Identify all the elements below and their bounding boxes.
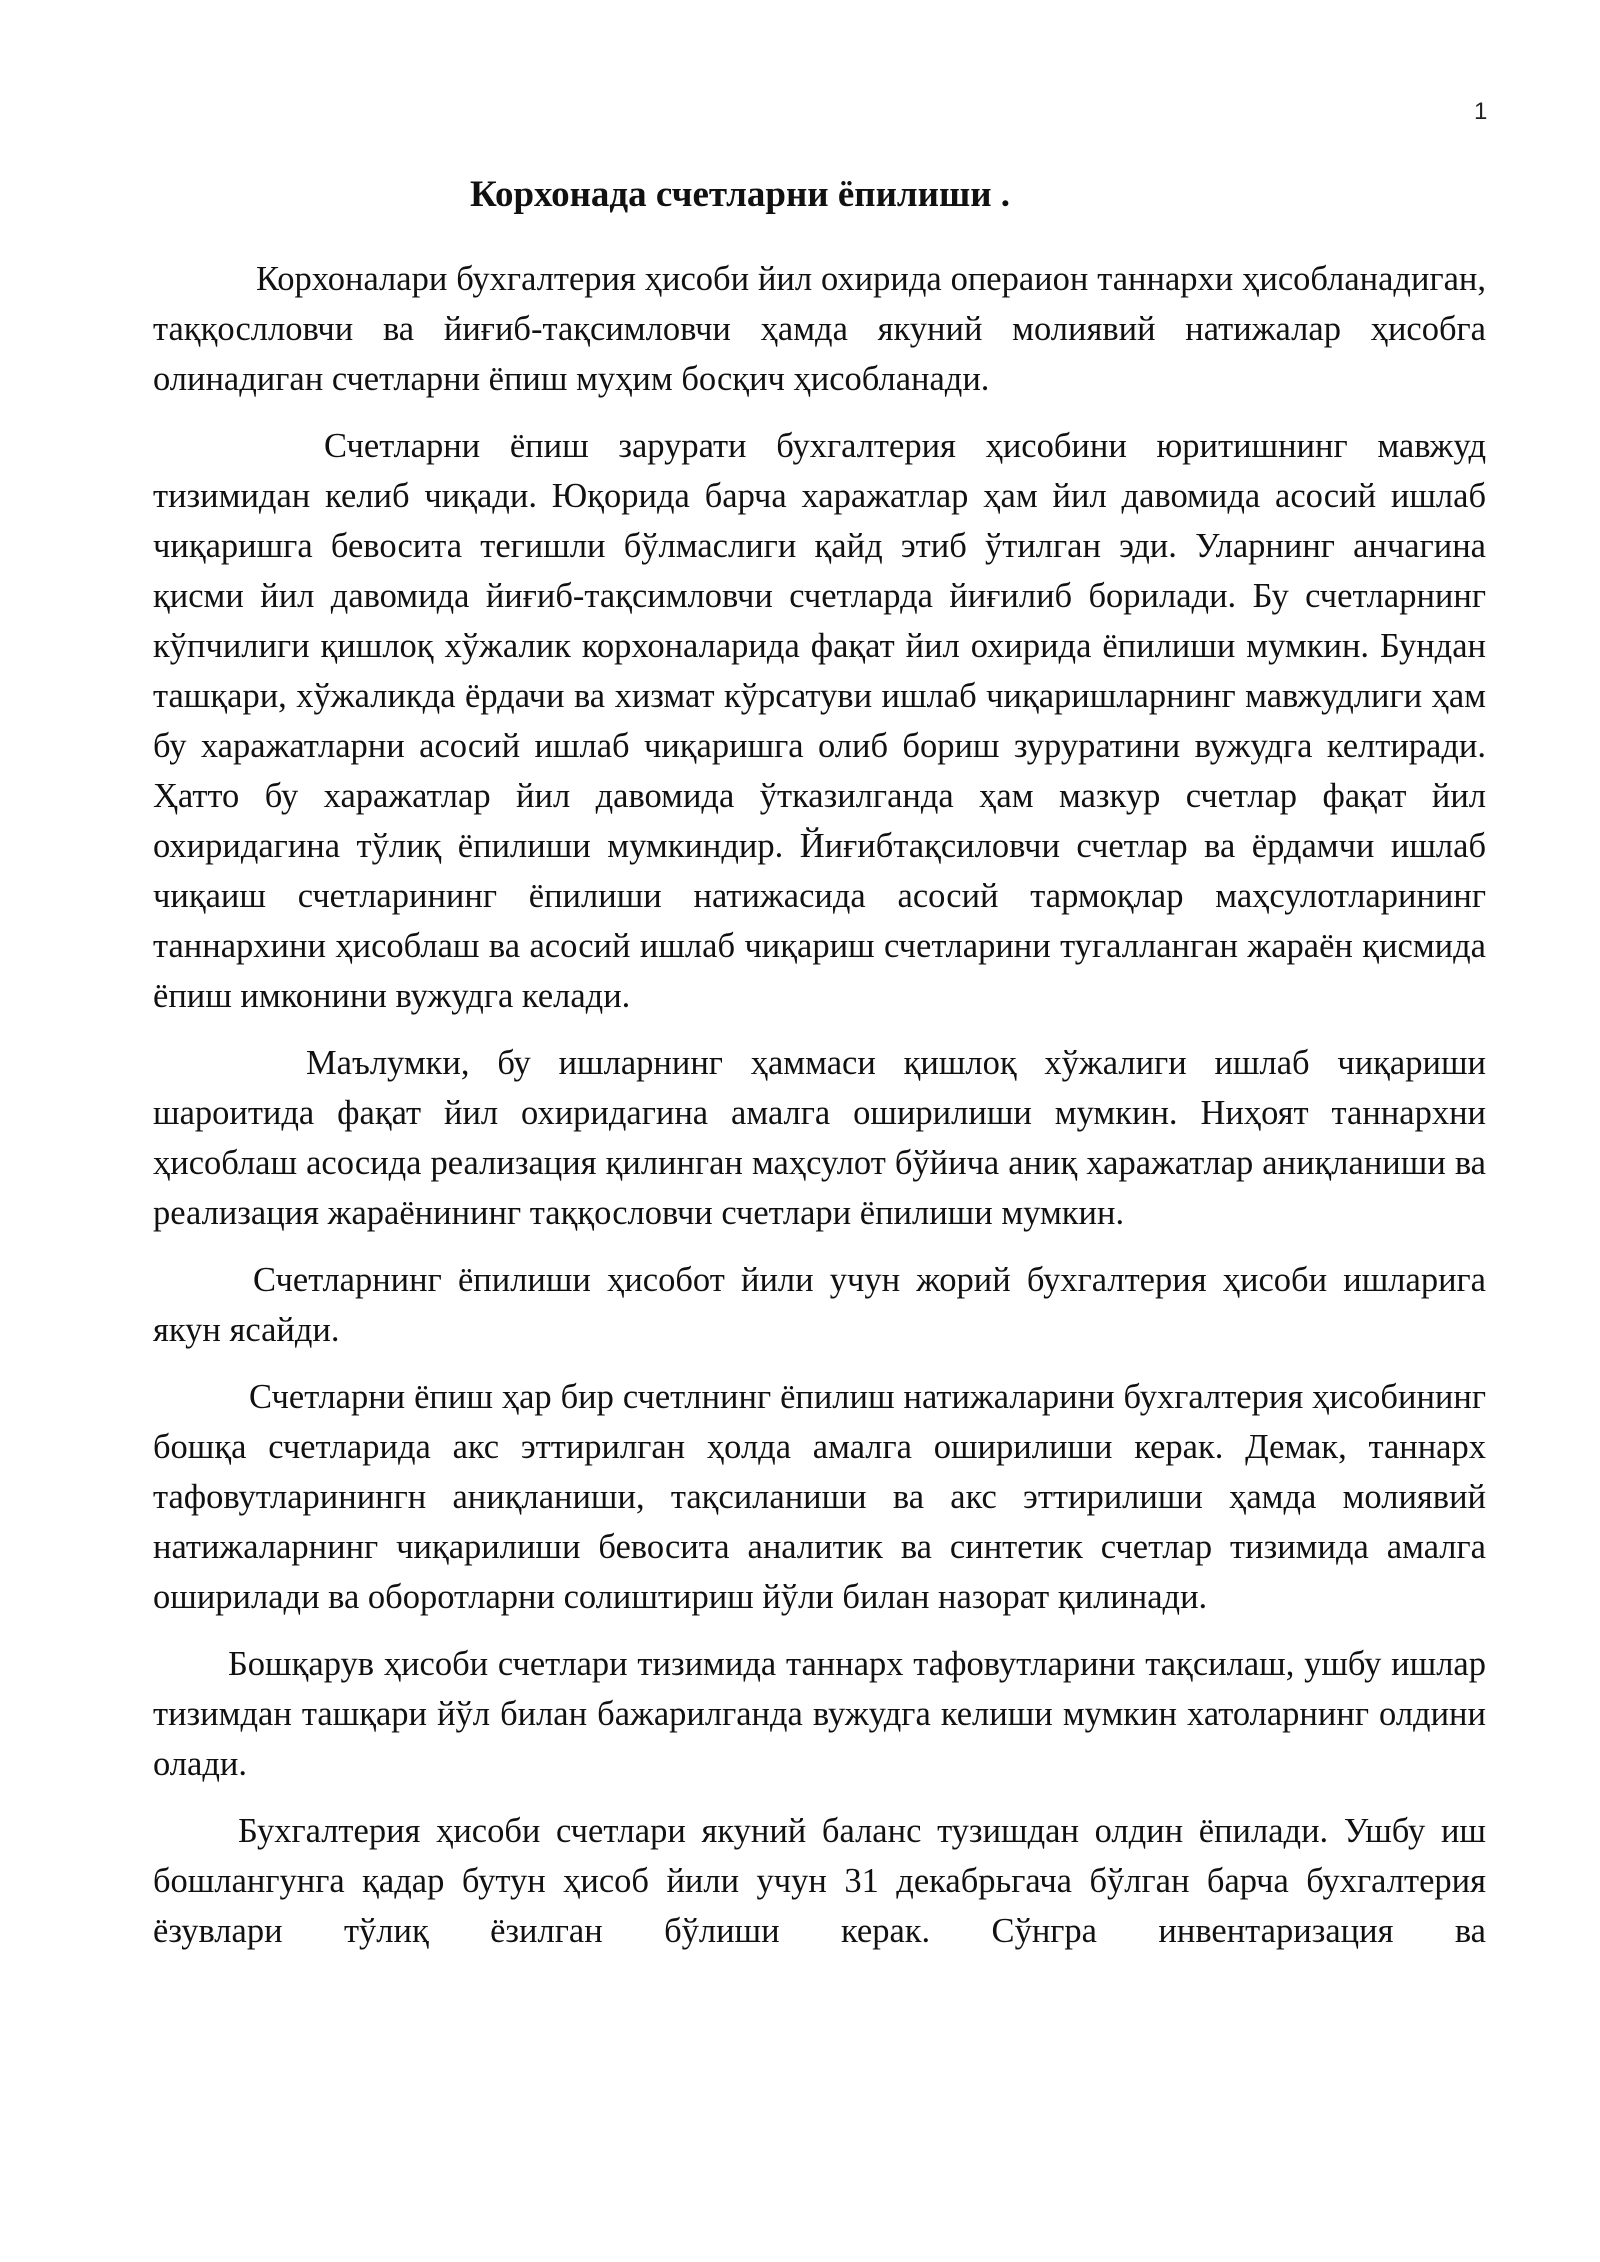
page-number: 1 (1474, 98, 1488, 125)
paragraph: Счетларни ёпиш зарурати бухгалтерия ҳисобини юритишнинг мавжуд тизимидан келиб чиқади. Юқорида барча харажатлар ҳам йил давомида асосий ишлаб чиқаришга бевосита тегишли бўлмаслиги қайд этиб ўтилган эди. Уларнинг анчагина қисми йил давомида йиғиб-тақсимловчи счетларда йиғилиб борилади. Бу счетларнинг кўпчилиги қишлоқ хўжалик корхоналарида фақат йил охирида ёпилиши мумкин. Бундан ташқари, хўжаликда ёрдачи ва хизмат кўрсатуви ишлаб чиқаришларнинг мавжудлиги ҳам бу харажатларни асосий ишлаб чиқаришга олиб бориш зуруратини вужудга келтиради. Ҳатто бу харажатлар йил давомида ўтказилганда ҳам мазкур счетлар фақат йил охиридагина тўлиқ ёпилиши мумкиндир. Йиғибтақсиловчи счетлар ва ёрдамчи ишлаб чиқаиш счетларининг ёпилиши натижасида асосий тармоқлар маҳсулотларининг таннархини ҳисоблаш ва асосий ишлаб чиқариш счетларини тугалланган жараён қисмида ёпиш имконини вужудга келади. (153, 427, 1486, 1015)
paragraph: Маълумки, бу ишларнинг ҳаммаси қишлоқ хўжалиги ишлаб чиқариши шароитида фақат йил охиридагина амалга оширилиши мумкин. Ниҳоят таннархни ҳисоблаш асосида реализация қилинган маҳсулот бўйича аниқ харажатлар аниқланиши ва реализация жараёнининг таққословчи счетлари ёпилиши мумкин. (153, 1044, 1486, 1232)
document-body (153, 254, 1486, 1973)
paragraph: Бошқарув ҳисоби счетлари тизимида таннарх тафовутларини тақсилаш, ушбу ишлар тизимдан ташқари йўл билан бажарилганда вужудга келиши мумкин хатоларнинг олдини олади. (153, 1645, 1486, 1783)
paragraph: Счетларнинг ёпилиши ҳисобот йили учун жорий бухгалтерия ҳисоби ишларига якун ясайди. (153, 1261, 1486, 1349)
paragraph: Счетларни ёпиш ҳар бир счетлнинг ёпилиш натижаларини бухгалтерия ҳисобининг бошқа счетларида акс эттирилган ҳолда амалга оширилиши керак. Демак, таннарх тафовутларинингн аниқланиши, тақсиланиши ва акс эттирилиши ҳамда молиявий натижаларнинг чиқарилиши бевосита аналитик ва синтетик счетлар тизимида амалга оширилади ва оборотларни солиштириш йўли билан назорат қилинади. (153, 1378, 1486, 1616)
paragraph: Корхоналари бухгалтерия ҳисоби йил охирида операион таннархи ҳисобланадиган, таққослловчи ва йиғиб-тақсимловчи ҳамда якуний молиявий натижалар ҳисобга олинадиган счетларни ёпиш муҳим босқич ҳисобланади. (153, 260, 1486, 398)
document-title: Корхонада счетларни ёпилиши . (469, 174, 1011, 215)
paragraph: Бухгалтерия ҳисоби счетлари якуний баланс тузишдан олдин ёпилади. Ушбу иш бошлангунга қадар бутун ҳисоб йили учун 31 декабрьгача бўлган барча бухгалтерия ёзувлари тўлиқ ёзилган бўлиши керак. Сўнгра инвентаризация ва (153, 1812, 1486, 1950)
